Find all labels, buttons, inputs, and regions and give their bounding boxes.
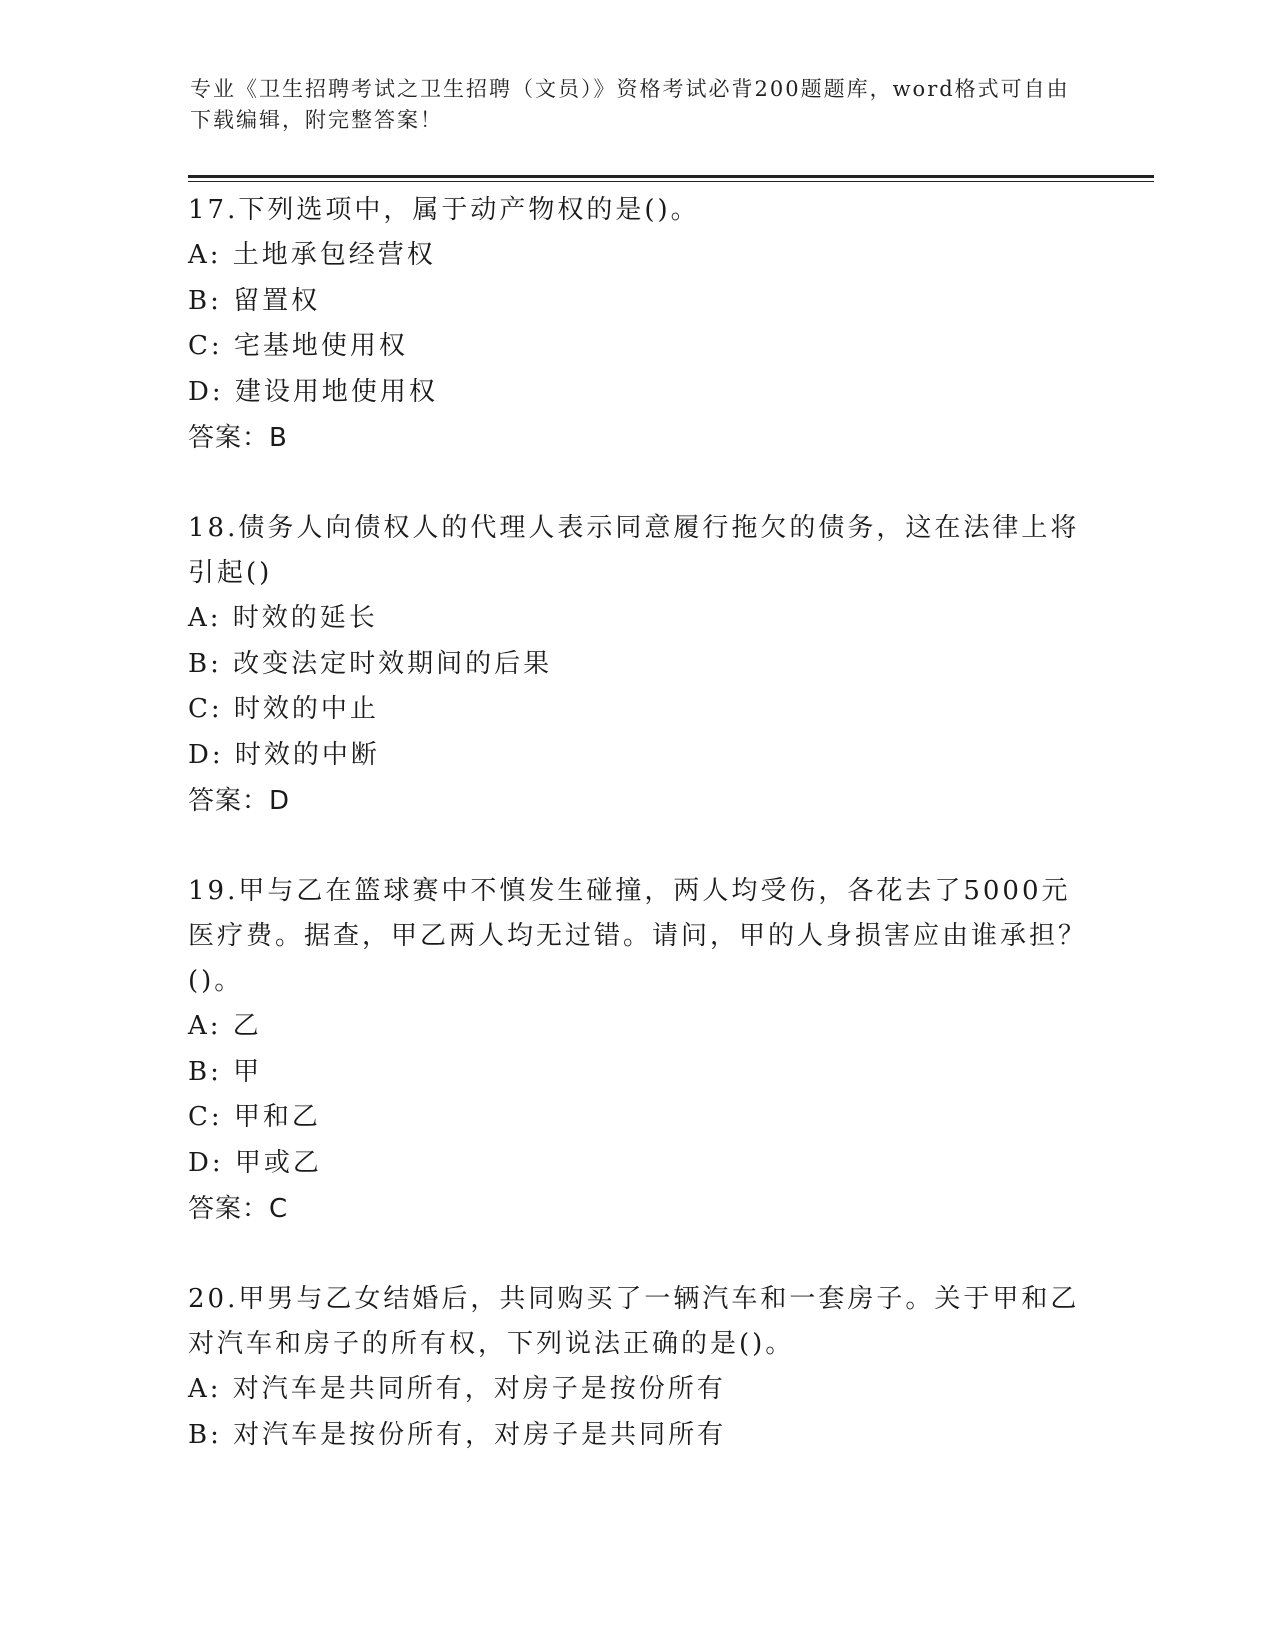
option-a: A: 对汽车是共同所有，对房子是按份所有: [188, 1374, 726, 1404]
question-17: [188, 188, 1088, 461]
question-19: [188, 869, 1088, 1232]
option-a: A: 乙: [188, 1011, 262, 1041]
header-divider-thin: [188, 181, 1154, 182]
option-a: A: 时效的延长: [188, 603, 378, 633]
option-a: A: 土地承包经营权: [188, 240, 436, 270]
document-header: 专业《卫生招聘考试之卫生招聘（文员）》资格考试必背200题题库，word格式可自由下载编辑，附完整答案！: [190, 77, 1070, 132]
answer: 答案：B: [188, 423, 288, 453]
option-b: B: 改变法定时效期间的后果: [188, 648, 553, 679]
answer: 答案：C: [188, 1194, 289, 1224]
question-stem: 20.甲男与乙女结婚后，共同购买了一辆汽车和一套房子。关于甲和乙对汽车和房子的所有权，下列说法正确的是()。: [188, 1284, 1080, 1359]
question-stem: 18.债务人向债权人的代理人表示同意履行拖欠的债务，这在法律上将引起(): [188, 513, 1080, 588]
question-stem: 17.下列选项中，属于动产物权的是()。: [188, 195, 700, 225]
question-20: [188, 1277, 1088, 1458]
question-list: [188, 188, 1088, 1503]
option-b: B: 甲: [188, 1056, 263, 1087]
option-c: C: 甲和乙: [188, 1102, 321, 1132]
option-d: D: 建设用地使用权: [188, 376, 438, 407]
option-b: B: 留置权: [188, 285, 321, 316]
question-stem: 19.甲与乙在篮球赛中不慎发生碰撞，两人均受伤，各花去了5000元医疗费。据查，甲乙两人均无过错。请问，甲的人身损害应由谁承担？()。: [188, 876, 1088, 996]
option-c: C: 时效的中止: [188, 694, 379, 724]
answer: 答案：D: [188, 786, 291, 816]
option-d: D: 时效的中断: [188, 739, 380, 770]
option-d: D: 甲或乙: [188, 1147, 322, 1178]
option-c: C: 宅基地使用权: [188, 331, 408, 361]
option-b: B: 对汽车是按份所有，对房子是共同所有: [188, 1419, 727, 1450]
header-divider-thick: [188, 175, 1154, 178]
question-18: [188, 506, 1088, 824]
